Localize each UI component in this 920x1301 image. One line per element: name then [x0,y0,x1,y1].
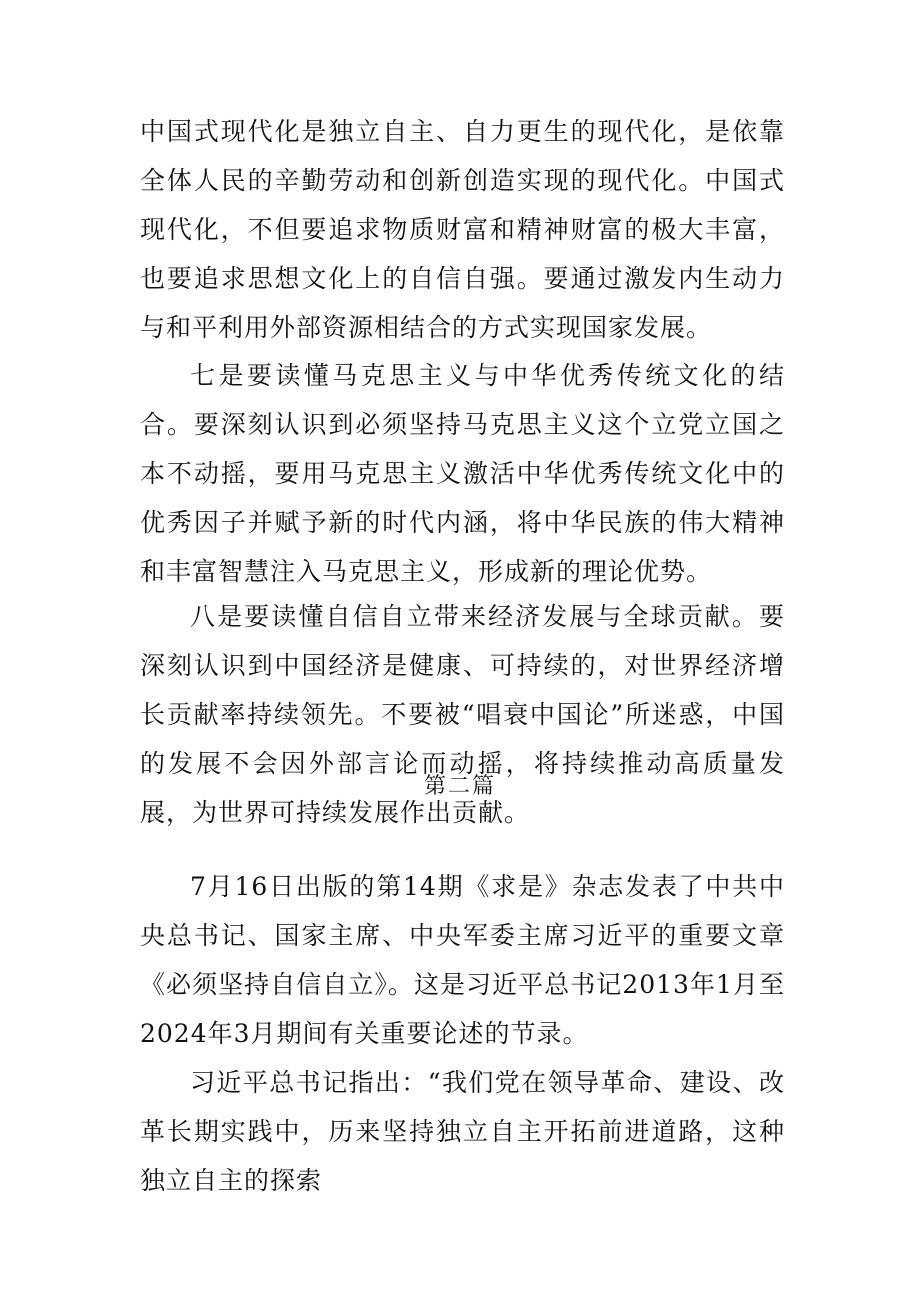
paragraph-modernization [140,107,785,352]
paragraph-qiushi-article [140,862,785,1058]
paragraph-text: 习近平总书记指出：“我们党在领导革命、建设、改革长期实践中，历来坚持独立自主开拓前进道路，这种独立自主的探索 [140,1068,785,1195]
section-heading: 第二篇 [423,774,496,799]
paragraph-text: 7月16日出版的第14期《求是》杂志发表了中共中央总书记、国家主席、中央军委主席习近平的重要文章《必须坚持自信自立》。这是习近平总书记2013年1月至2024年3月期间有关重要论述的节录。 [140,872,785,1048]
paragraph-text: 八是要读懂自信自立带来经济发展与全球贡献。要深刻认识到中国经济是健康、可持续的，对世界经济增长贡献率持续领先。不要被“唱衰中国论”所迷惑，中国的发展不会因外部言论而动摇，将持续推动高质量发展，为世界可持续发展作出贡献。 [140,602,785,827]
paragraph-text: 中国式现代化是独立自主、自力更生的现代化，是依靠全体人民的辛勤劳动和创新创造实现的现代化。中国式现代化，不但要追求物质财富和精神财富的极大丰富，也要追求思想文化上的自信自强。要通过激发内生动力与和平利用外部资源相结合的方式实现国家发展。 [140,117,785,342]
paragraph-quote [140,1058,785,1205]
paragraph-point-seven [140,351,785,596]
paragraph-text: 七是要读懂马克思主义与中华优秀传统文化的结合。要深刻认识到必须坚持马克思主义这个立党立国之本不动摇，要用马克思主义激活中华优秀传统文化中的优秀因子并赋予新的时代内涵，将中华民族的伟大精神和丰富智慧注入马克思主义，形成新的理论优势。 [140,361,785,586]
